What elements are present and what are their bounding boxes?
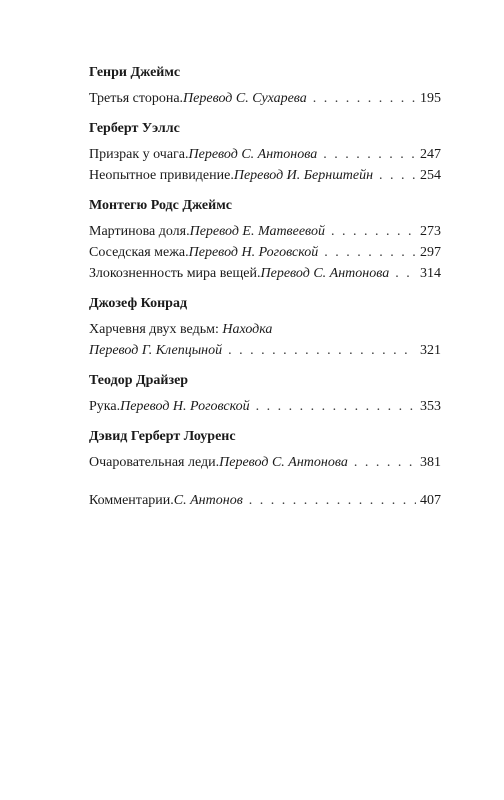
toc-entry[interactable] — [89, 165, 441, 186]
toc-entry[interactable] — [89, 144, 441, 165]
dot-leader — [331, 221, 416, 242]
entry-page: 247 — [420, 147, 441, 162]
entry-title: Рука — [89, 399, 117, 414]
entry-page: 314 — [420, 266, 441, 281]
dot-leader — [249, 490, 416, 511]
entry-translator: Перевод Н. Роговской — [120, 399, 250, 414]
entry-subtitle: Находка — [222, 322, 273, 337]
toc-entry[interactable] — [89, 88, 441, 109]
toc-section — [89, 197, 441, 284]
toc-section — [89, 120, 441, 186]
entry-title: Злокозненность мира вещей — [89, 266, 257, 281]
entry-title: Неопытное привидение — [89, 168, 231, 183]
entry-separator: . — [185, 245, 189, 260]
dot-leader — [395, 263, 416, 284]
entry-page: 273 — [420, 224, 441, 239]
author-name: Джозеф Конрад — [89, 296, 188, 311]
author-name: Дэвид Герберт Лоуренс — [89, 429, 236, 444]
dot-leader — [228, 340, 416, 361]
entry-page: 321 — [420, 343, 441, 358]
dot-leader — [313, 88, 416, 109]
entry-translator: Перевод С. Сухарева — [183, 91, 307, 106]
toc-entry[interactable] — [89, 263, 441, 284]
entry-page: 195 — [420, 91, 441, 106]
author-name: Монтегю Родс Джеймс — [89, 198, 232, 213]
toc-section — [89, 295, 441, 361]
entry-separator: . — [215, 455, 220, 470]
entry-title: Мартинова доля — [89, 224, 187, 239]
entry-translator: Перевод Г. Клепцыной — [89, 343, 223, 358]
entry-page: 407 — [420, 493, 441, 508]
entry-title-line[interactable] — [89, 319, 441, 340]
dot-leader — [354, 452, 416, 473]
entry-page: 381 — [420, 455, 441, 470]
entry-translator: Перевод С. Антонова — [260, 266, 390, 281]
toc-entry-comments[interactable] — [89, 490, 441, 511]
toc-entry[interactable] — [89, 396, 441, 417]
dot-leader — [324, 242, 416, 263]
entry-separator: . — [116, 399, 121, 414]
author-name: Теодор Драйзер — [89, 373, 189, 388]
toc-entry[interactable] — [89, 221, 441, 242]
entry-translator: Перевод Е. Матвеевой — [189, 224, 325, 239]
entry-separator: . — [185, 147, 189, 162]
entry-separator: . — [230, 168, 234, 183]
entry-separator: . — [179, 91, 184, 106]
entry-title: Соседская межа — [89, 245, 186, 260]
entry-title: Харчевня двух ведьм: — [89, 322, 223, 337]
entry-translator: Перевод И. Бернштейн — [233, 168, 374, 183]
dot-leader — [256, 396, 416, 417]
entry-page: 297 — [420, 245, 441, 260]
toc-entry[interactable] — [89, 340, 441, 361]
entry-page: 353 — [420, 399, 441, 414]
author-name: Герберт Уэллс — [89, 121, 180, 136]
toc-section — [89, 428, 441, 473]
entry-translator: Перевод С. Антонова — [219, 455, 348, 470]
toc-entry[interactable] — [89, 452, 441, 473]
toc-section — [89, 64, 441, 109]
entry-separator: . — [257, 266, 261, 281]
toc-section — [89, 372, 441, 417]
dot-leader — [379, 165, 416, 186]
entry-title: Комментарии — [89, 493, 171, 508]
entry-translator: Перевод Н. Роговской — [188, 245, 319, 260]
entry-title: Третья сторона — [89, 91, 180, 106]
entry-title: Призрак у очага — [89, 147, 185, 162]
dot-leader — [323, 144, 416, 165]
entry-separator: . — [186, 224, 190, 239]
entry-separator: . — [170, 493, 174, 508]
table-of-contents — [89, 64, 441, 511]
entry-page: 254 — [420, 168, 441, 183]
entry-translator: Перевод С. Антонова — [188, 147, 318, 162]
toc-entry[interactable] — [89, 242, 441, 263]
entry-title: Очаровательная леди — [89, 455, 216, 470]
entry-translator: С. Антонов — [173, 493, 243, 508]
author-name: Генри Джеймс — [89, 65, 181, 80]
